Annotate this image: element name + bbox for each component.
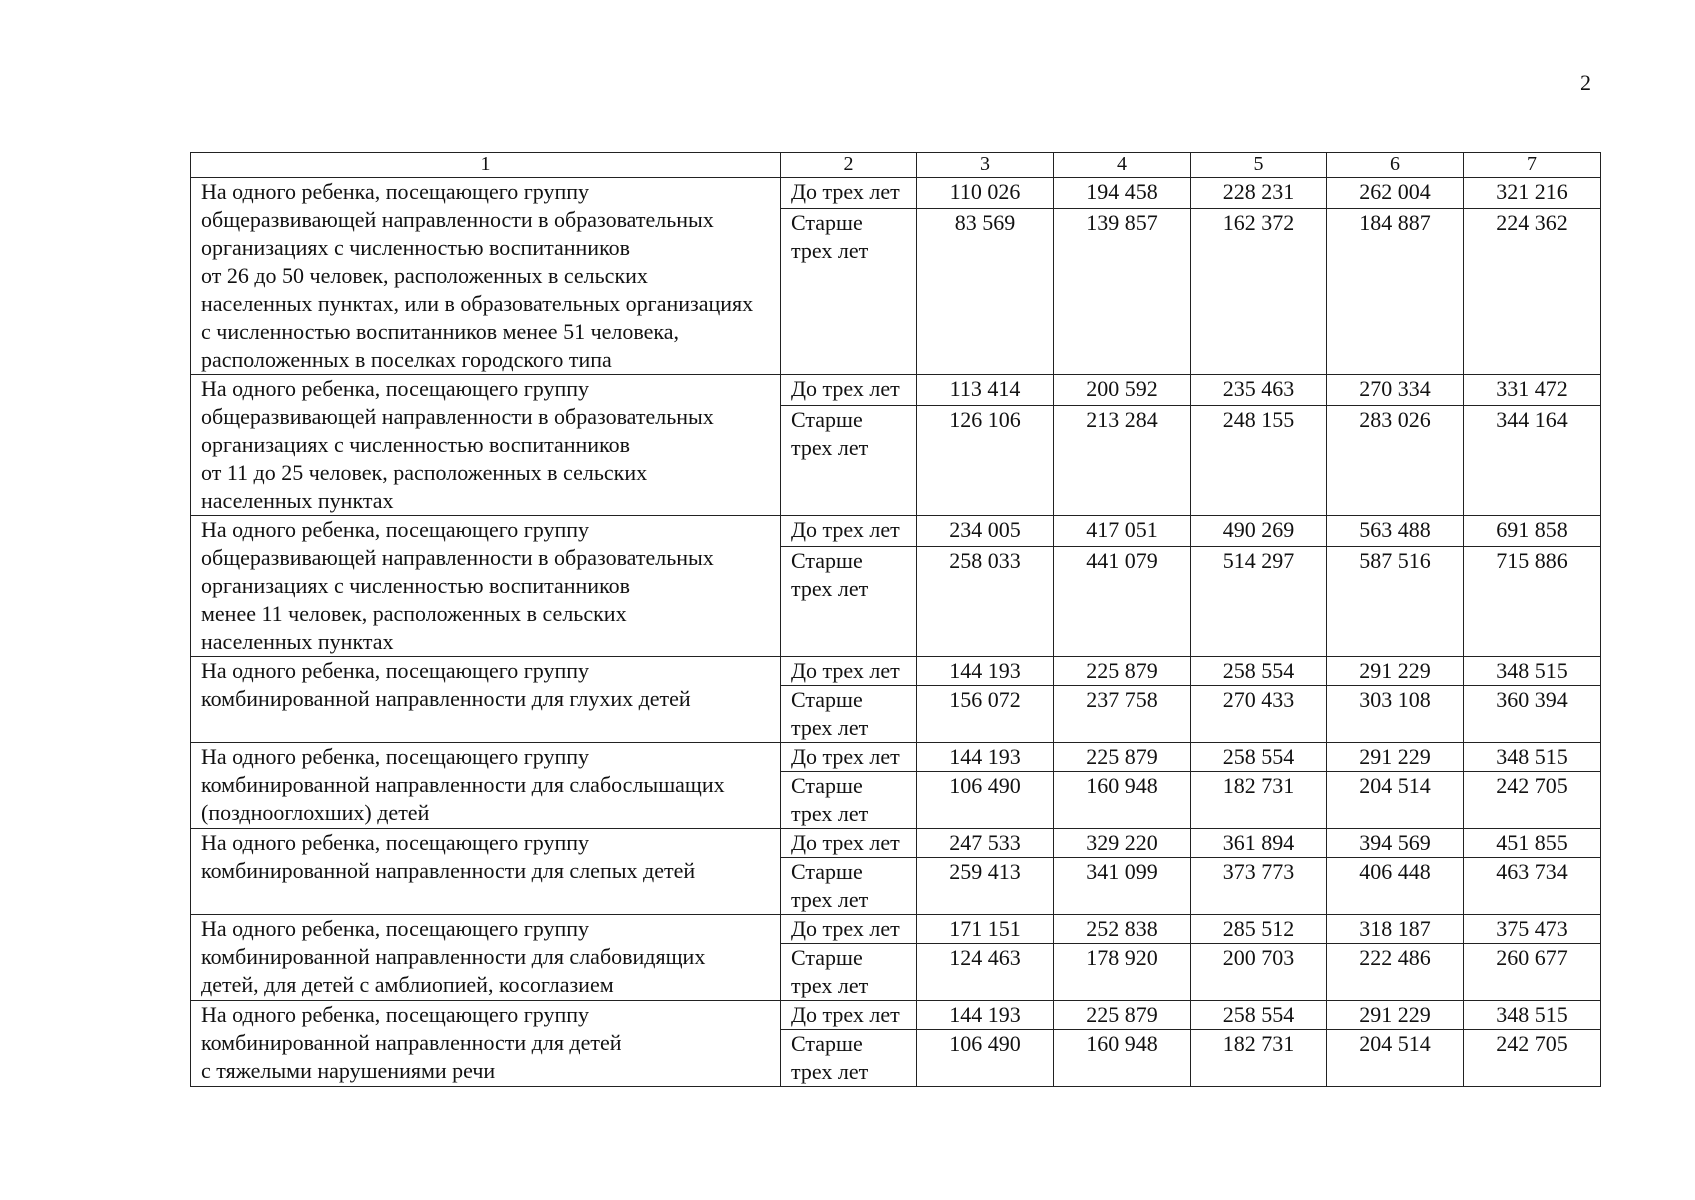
- value-cell: 225 879: [1054, 1001, 1191, 1030]
- value-cell: 270 433: [1191, 686, 1327, 743]
- value-cell: 252 838: [1054, 915, 1191, 944]
- row-description: [191, 829, 781, 915]
- value-cell: 235 463: [1191, 375, 1327, 406]
- value-cell: 184 887: [1327, 208, 1464, 374]
- description-line: На одного ребенка, посещающего группу: [201, 517, 590, 542]
- age-group-cell: До трех лет: [781, 178, 917, 209]
- value-cell: 463 734: [1464, 858, 1601, 915]
- value-cell: 258 554: [1191, 743, 1327, 772]
- age-group-cell: Старше трех лет: [781, 546, 917, 656]
- value-cell: 228 231: [1191, 178, 1327, 209]
- age-group-cell: Старше трех лет: [781, 686, 917, 743]
- value-cell: 260 677: [1464, 944, 1601, 1001]
- value-cell: 160 948: [1054, 772, 1191, 829]
- value-cell: 83 569: [917, 208, 1054, 374]
- row-description: [191, 743, 781, 829]
- value-cell: 248 155: [1191, 405, 1327, 515]
- value-cell: 126 106: [917, 405, 1054, 515]
- value-cell: 247 533: [917, 829, 1054, 858]
- age-group-cell: До трех лет: [781, 657, 917, 686]
- description-line: комбинированной направленности для глухих детей: [201, 686, 691, 711]
- value-cell: 303 108: [1327, 686, 1464, 743]
- value-cell: 394 569: [1327, 829, 1464, 858]
- description-line: На одного ребенка, посещающего группу: [201, 376, 590, 401]
- value-cell: 375 473: [1464, 915, 1601, 944]
- description-line: На одного ребенка, посещающего группу: [201, 916, 590, 941]
- value-cell: 258 554: [1191, 657, 1327, 686]
- column-header: 7: [1464, 153, 1601, 178]
- value-cell: 715 886: [1464, 546, 1601, 656]
- description-line: расположенных в поселках городского типа: [201, 347, 612, 372]
- value-cell: 106 490: [917, 772, 1054, 829]
- age-group-cell: Старше трех лет: [781, 208, 917, 374]
- age-group-cell: До трех лет: [781, 829, 917, 858]
- column-header: 2: [781, 153, 917, 178]
- value-cell: 417 051: [1054, 516, 1191, 547]
- page-number: 2: [1580, 70, 1591, 95]
- row-description: [191, 516, 781, 657]
- description-line: населенных пунктах: [201, 488, 394, 513]
- value-cell: 144 193: [917, 743, 1054, 772]
- description-line: организациях с численностью воспитанников: [201, 235, 631, 260]
- row-description: [191, 915, 781, 1001]
- tariff-table: [190, 152, 1601, 1087]
- value-cell: 194 458: [1054, 178, 1191, 209]
- description-line: общеразвивающей направленности в образовательных: [201, 545, 714, 570]
- age-group-cell: Старше трех лет: [781, 772, 917, 829]
- value-cell: 156 072: [917, 686, 1054, 743]
- description-line: от 11 до 25 человек, расположенных в сельских: [201, 460, 648, 485]
- table-row: [191, 375, 1601, 406]
- value-cell: 237 758: [1054, 686, 1191, 743]
- table-row: [191, 915, 1601, 944]
- description-line: комбинированной направленности для слабослышащих: [201, 772, 725, 797]
- value-cell: 587 516: [1327, 546, 1464, 656]
- value-cell: 348 515: [1464, 657, 1601, 686]
- description-line: населенных пунктах: [201, 629, 394, 654]
- value-cell: 106 490: [917, 1030, 1054, 1087]
- age-group-cell: Старше трех лет: [781, 405, 917, 515]
- value-cell: 225 879: [1054, 743, 1191, 772]
- description-line: На одного ребенка, посещающего группу: [201, 179, 590, 204]
- value-cell: 200 592: [1054, 375, 1191, 406]
- column-header: 4: [1054, 153, 1191, 178]
- value-cell: 291 229: [1327, 743, 1464, 772]
- value-cell: 341 099: [1054, 858, 1191, 915]
- description-line: организациях с численностью воспитанников: [201, 573, 631, 598]
- value-cell: 259 413: [917, 858, 1054, 915]
- column-header: 6: [1327, 153, 1464, 178]
- value-cell: 160 948: [1054, 1030, 1191, 1087]
- age-group-cell: До трех лет: [781, 743, 917, 772]
- value-cell: 144 193: [917, 657, 1054, 686]
- column-header: 1: [191, 153, 781, 178]
- description-line: комбинированной направленности для детей: [201, 1030, 622, 1055]
- tariff-table-container: [190, 152, 1600, 1087]
- value-cell: 291 229: [1327, 1001, 1464, 1030]
- row-description: [191, 1001, 781, 1087]
- description-line: с тяжелыми нарушениями речи: [201, 1058, 496, 1083]
- column-header: 5: [1191, 153, 1327, 178]
- value-cell: 321 216: [1464, 178, 1601, 209]
- value-cell: 171 151: [917, 915, 1054, 944]
- value-cell: 283 026: [1327, 405, 1464, 515]
- value-cell: 113 414: [917, 375, 1054, 406]
- description-line: На одного ребенка, посещающего группу: [201, 658, 590, 683]
- value-cell: 451 855: [1464, 829, 1601, 858]
- table-row: [191, 829, 1601, 858]
- age-group-cell: До трех лет: [781, 915, 917, 944]
- table-row: [191, 1001, 1601, 1030]
- value-cell: 331 472: [1464, 375, 1601, 406]
- value-cell: 258 033: [917, 546, 1054, 656]
- description-line: общеразвивающей направленности в образовательных: [201, 207, 714, 232]
- value-cell: 514 297: [1191, 546, 1327, 656]
- value-cell: 178 920: [1054, 944, 1191, 1001]
- description-line: общеразвивающей направленности в образовательных: [201, 404, 714, 429]
- value-cell: 182 731: [1191, 772, 1327, 829]
- description-line: (позднооглохших) детей: [201, 800, 430, 825]
- table-body: [191, 178, 1601, 1087]
- value-cell: 361 894: [1191, 829, 1327, 858]
- row-description: [191, 178, 781, 375]
- description-line: менее 11 человек, расположенных в сельских: [201, 601, 627, 626]
- table-row: [191, 178, 1601, 209]
- age-group-cell: Старше трех лет: [781, 858, 917, 915]
- value-cell: 225 879: [1054, 657, 1191, 686]
- description-line: На одного ребенка, посещающего группу: [201, 1002, 590, 1027]
- description-line: комбинированной направленности для слабовидящих: [201, 944, 706, 969]
- row-description: [191, 375, 781, 516]
- value-cell: 144 193: [917, 1001, 1054, 1030]
- value-cell: 204 514: [1327, 772, 1464, 829]
- value-cell: 563 488: [1327, 516, 1464, 547]
- table-row: [191, 743, 1601, 772]
- description-line: населенных пунктах, или в образовательных организациях: [201, 291, 754, 316]
- description-line: от 26 до 50 человек, расположенных в сельских: [201, 263, 648, 288]
- value-cell: 329 220: [1054, 829, 1191, 858]
- value-cell: 691 858: [1464, 516, 1601, 547]
- value-cell: 291 229: [1327, 657, 1464, 686]
- value-cell: 373 773: [1191, 858, 1327, 915]
- column-header: 3: [917, 153, 1054, 178]
- table-row: [191, 657, 1601, 686]
- value-cell: 348 515: [1464, 1001, 1601, 1030]
- value-cell: 110 026: [917, 178, 1054, 209]
- value-cell: 213 284: [1054, 405, 1191, 515]
- value-cell: 242 705: [1464, 772, 1601, 829]
- age-group-cell: Старше трех лет: [781, 1030, 917, 1087]
- value-cell: 139 857: [1054, 208, 1191, 374]
- value-cell: 270 334: [1327, 375, 1464, 406]
- description-line: организациях с численностью воспитанников: [201, 432, 631, 457]
- value-cell: 441 079: [1054, 546, 1191, 656]
- description-line: На одного ребенка, посещающего группу: [201, 744, 590, 769]
- value-cell: 204 514: [1327, 1030, 1464, 1087]
- value-cell: 182 731: [1191, 1030, 1327, 1087]
- value-cell: 348 515: [1464, 743, 1601, 772]
- value-cell: 234 005: [917, 516, 1054, 547]
- description-line: комбинированной направленности для слепых детей: [201, 858, 696, 883]
- description-line: с численностью воспитанников менее 51 человека,: [201, 319, 680, 344]
- column-number-row: [191, 153, 1601, 178]
- value-cell: 162 372: [1191, 208, 1327, 374]
- value-cell: 360 394: [1464, 686, 1601, 743]
- value-cell: 406 448: [1327, 858, 1464, 915]
- age-group-cell: До трех лет: [781, 1001, 917, 1030]
- age-group-cell: До трех лет: [781, 516, 917, 547]
- value-cell: 258 554: [1191, 1001, 1327, 1030]
- value-cell: 490 269: [1191, 516, 1327, 547]
- value-cell: 242 705: [1464, 1030, 1601, 1087]
- value-cell: 285 512: [1191, 915, 1327, 944]
- description-line: детей, для детей с амблиопией, косоглазием: [201, 972, 614, 997]
- value-cell: 222 486: [1327, 944, 1464, 1001]
- value-cell: 344 164: [1464, 405, 1601, 515]
- value-cell: 224 362: [1464, 208, 1601, 374]
- age-group-cell: До трех лет: [781, 375, 917, 406]
- value-cell: 124 463: [917, 944, 1054, 1001]
- value-cell: 262 004: [1327, 178, 1464, 209]
- table-row: [191, 516, 1601, 547]
- value-cell: 200 703: [1191, 944, 1327, 1001]
- value-cell: 318 187: [1327, 915, 1464, 944]
- row-description: [191, 657, 781, 743]
- description-line: На одного ребенка, посещающего группу: [201, 830, 590, 855]
- age-group-cell: Старше трех лет: [781, 944, 917, 1001]
